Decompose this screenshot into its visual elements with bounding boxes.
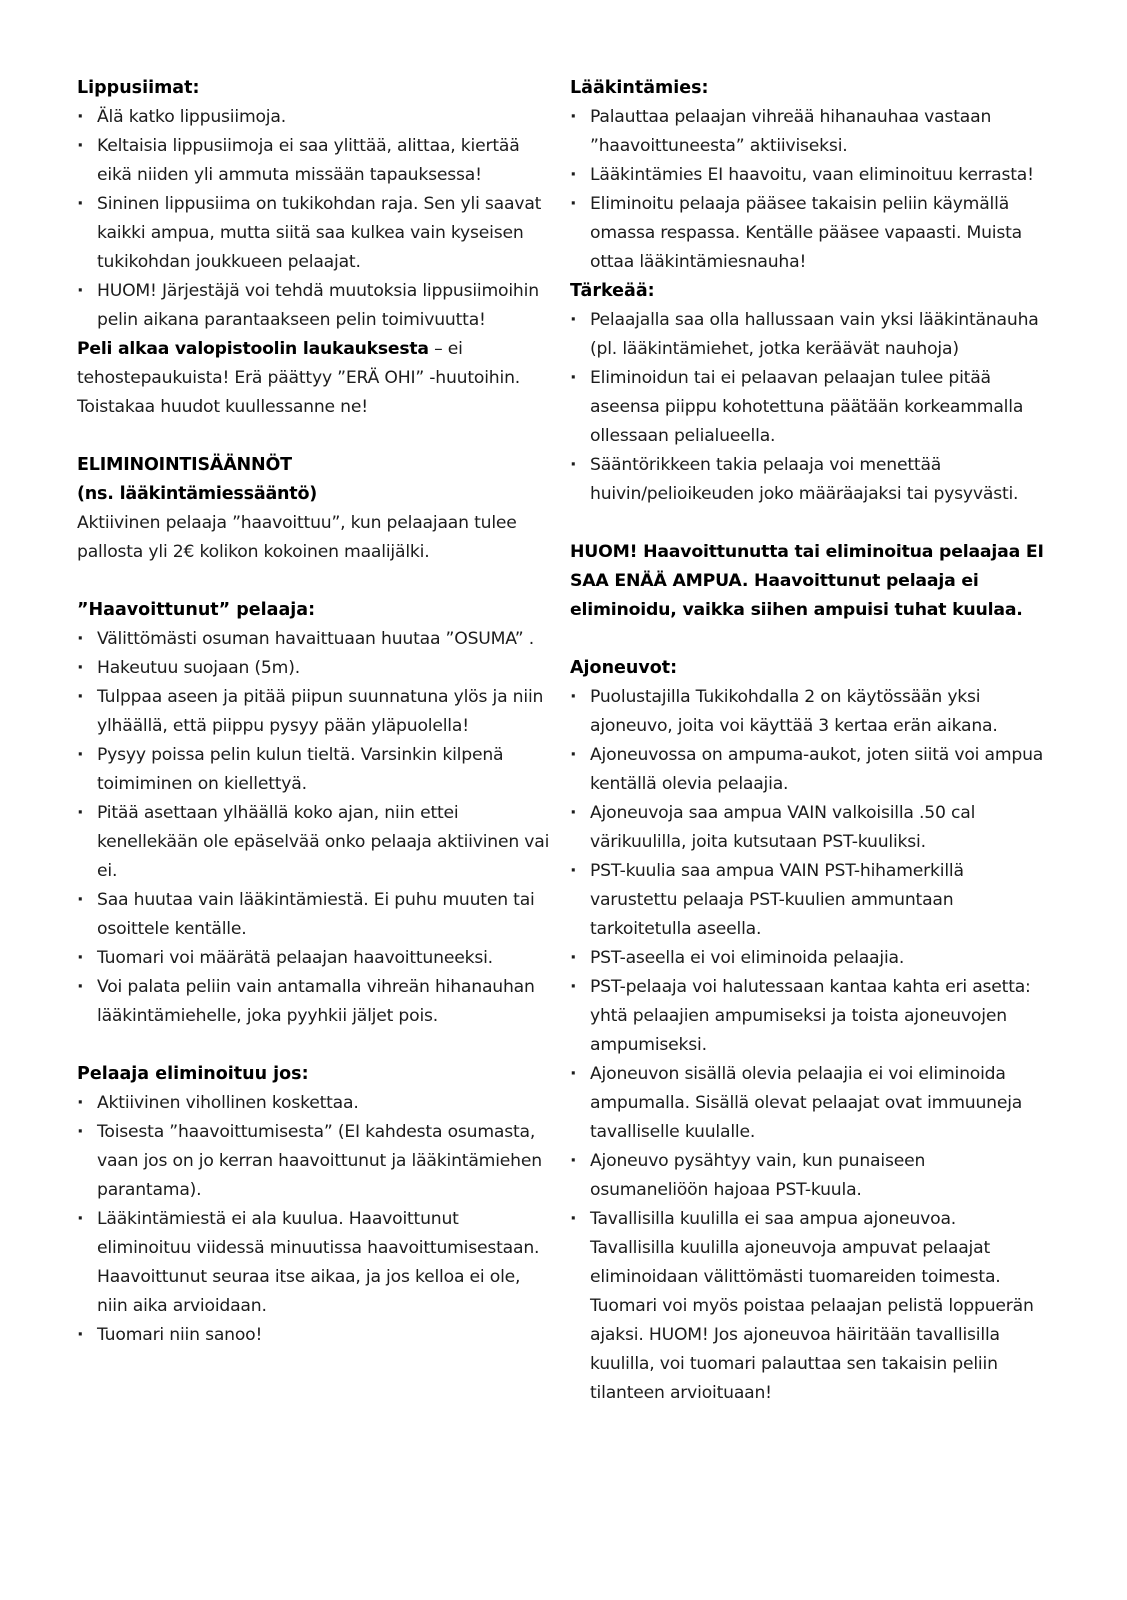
list-medic <box>570 103 1045 277</box>
list-item: · Ajoneuvoja saa ampua VAIN valkoisilla .50 cal värikuulilla, joita kutsutaan PST-kuuliksi. <box>570 799 1045 857</box>
heading-vehicles: Ajoneuvot: <box>570 658 678 678</box>
elimination-rules-intro: Aktiivinen pelaaja ”haavoittuu”, kun pelaajaan tulee pallosta yli 2€ kolikon kokoinen maalijälki. <box>77 513 517 562</box>
list-item: · PST-aseella ei voi eliminoida pelaajia. <box>570 944 1045 973</box>
list-item: · Tuomari voi määrätä pelaajan haavoittuneeksi. <box>77 944 555 973</box>
spacer <box>77 567 555 596</box>
list-item: · Pitää asettaan ylhäällä koko ajan, niin ettei kenellekään ole epäselvää onko pelaaja aktiivinen vai ei. <box>77 799 555 886</box>
heading-medic: Lääkintämies: <box>570 78 709 98</box>
game-start-rest: – ei tehostepaukuista! Erä päättyy ”ERÄ OHI” -huutoihin. Toistakaa huudot kuullessanne ne! <box>77 339 521 417</box>
list-item: · HUOM! Järjestäjä voi tehdä muutoksia lippusiimoihin pelin aikana parantaakseen pelin toimivuutta! <box>77 277 555 335</box>
list-important <box>570 306 1045 509</box>
spacer <box>570 509 1045 538</box>
list-vehicles <box>570 683 1045 1408</box>
heading-lippusiimat: Lippusiimat: <box>77 78 200 98</box>
left-column <box>77 74 555 1350</box>
list-item: · Eliminoitu pelaaja pääsee takaisin peliin käymällä omassa respassa. Kentälle pääsee vapaasti. Muista ottaa lääkintämiesnauha! <box>570 190 1045 277</box>
list-item: · Keltaisia lippusiimoja ei saa ylittää, alittaa, kiertää eikä niiden yli ammuta missään tapauksessa! <box>77 132 555 190</box>
list-item: · Lääkintämiestä ei ala kuulua. Haavoittunut eliminoituu viidessä minuutissa haavoittumisestaan. Haavoittunut seuraa itse aikaa, ja jos kelloa ei ole, niin aika arvioidaan. <box>77 1205 555 1321</box>
heading-wounded-player: ”Haavoittunut” pelaaja: <box>77 600 316 620</box>
game-start-bold: Peli alkaa valopistoolin laukauksesta <box>77 339 429 359</box>
list-item: · Sääntörikkeen takia pelaaja voi menettää huivin/pelioikeuden joko määräajaksi tai pysyvästi. <box>570 451 1045 509</box>
list-item: · Puolustajilla Tukikohdalla 2 on käytössään yksi ajoneuvo, joita voi käyttää 3 kertaa erän aikana. <box>570 683 1045 741</box>
section-important <box>570 277 1045 509</box>
list-item: · Ajoneuvo pysähtyy vain, kun punaiseen osumaneliöön hajoaa PST-kuula. <box>570 1147 1045 1205</box>
list-item: · Aktiivinen vihollinen koskettaa. <box>77 1089 555 1118</box>
list-item: · Tavallisilla kuulilla ei saa ampua ajoneuvoa. Tavallisilla kuulilla ajoneuvoja ampuvat pelaajat eliminoidaan välittömästi tuomareiden toimesta. Tuomari voi myös poistaa pelaajan pelistä loppuerän ajaksi. HUOM! Jos ajoneuvoa häiritään tavallisilla kuulilla, voi tuomari palauttaa sen takaisin peliin tilanteen arvioituaan! <box>570 1205 1045 1408</box>
list-item: · Älä katko lippusiimoja. <box>77 103 555 132</box>
list-item: · Tulppaa aseen ja pitää piipun suunnatuna ylös ja niin ylhäällä, että piippu pysyy pään yläpuolella! <box>77 683 555 741</box>
list-player-eliminated <box>77 1089 555 1350</box>
list-item: · Hakeutuu suojaan (5m). <box>77 654 555 683</box>
list-item: · Palauttaa pelaajan vihreää hihanauhaa vastaan ”haavoittuneesta” aktiiviseksi. <box>570 103 1045 161</box>
heading-important: Tärkeää: <box>570 281 655 301</box>
spacer <box>570 625 1045 654</box>
list-item: · PST-pelaaja voi halutessaan kantaa kahta eri asetta: yhtä pelaajien ampumiseksi ja toista ajoneuvojen ampumiseksi. <box>570 973 1045 1060</box>
list-item: · Lääkintämies EI haavoitu, vaan eliminoituu kerrasta! <box>570 161 1045 190</box>
list-item: · Välittömästi osuman havaittuaan huutaa ”OSUMA” . <box>77 625 555 654</box>
section-vehicles <box>570 654 1045 1408</box>
elimination-rules-title: ELIMINOINTISÄÄNNÖT <box>77 455 292 475</box>
spacer <box>77 422 555 451</box>
list-item: · Ajoneuvossa on ampuma-aukot, joten siitä voi ampua kentällä olevia pelaajia. <box>570 741 1045 799</box>
game-start-paragraph <box>77 335 555 422</box>
list-wounded-player <box>77 625 555 1031</box>
right-column <box>570 74 1045 1408</box>
list-item: · PST-kuulia saa ampua VAIN PST-hihamerkillä varustettu pelaaja PST-kuulien ammuntaan tarkoitetulla aseella. <box>570 857 1045 944</box>
spacer <box>77 1031 555 1060</box>
section-lippusiimat <box>77 74 555 335</box>
list-item: · Voi palata peliin vain antamalla vihreän hihanauhan lääkintämiehelle, joka pyyhkii jäljet pois. <box>77 973 555 1031</box>
section-elimination-rules <box>77 451 555 567</box>
list-item: · Toisesta ”haavoittumisesta” (EI kahdesta osumasta, vaan jos on jo kerran haavoittunut ja lääkintämiehen parantama). <box>77 1118 555 1205</box>
list-item: · Eliminoidun tai ei pelaavan pelaajan tulee pitää aseensa piippu kohotettuna päätään korkeammalla ollessaan pelialueella. <box>570 364 1045 451</box>
heading-player-eliminated: Pelaaja eliminoituu jos: <box>77 1064 309 1084</box>
list-item: · Pysyy poissa pelin kulun tieltä. Varsinkin kilpenä toimiminen on kiellettyä. <box>77 741 555 799</box>
list-item: · Tuomari niin sanoo! <box>77 1321 555 1350</box>
list-item: · Pelaajalla saa olla hallussaan vain yksi lääkintänauha (pl. lääkintämiehet, jotka keräävät nauhoja) <box>570 306 1045 364</box>
section-wounded-player <box>77 596 555 1031</box>
list-lippusiimat <box>77 103 555 335</box>
elimination-rules-subtitle: (ns. lääkintämiessääntö) <box>77 484 318 504</box>
list-item: · Sininen lippusiima on tukikohdan raja. Sen yli saavat kaikki ampua, mutta siitä saa kulkea vain kyseisen tukikohdan joukkueen pelaajat. <box>77 190 555 277</box>
section-medic <box>570 74 1045 277</box>
list-item: · Saa huutaa vain lääkintämiestä. Ei puhu muuten tai osoittele kentälle. <box>77 886 555 944</box>
list-item: · Ajoneuvon sisällä olevia pelaajia ei voi eliminoida ampumalla. Sisällä olevat pelaajat ovat immuuneja tavalliselle kuulalle. <box>570 1060 1045 1147</box>
section-player-eliminated <box>77 1060 555 1350</box>
warning-paragraph: HUOM! Haavoittunutta tai eliminoitua pelaajaa EI SAA ENÄÄ AMPUA. Haavoittunut pelaaja ei eliminoidu, vaikka siihen ampuisi tuhat kuulaa. <box>570 542 1044 620</box>
